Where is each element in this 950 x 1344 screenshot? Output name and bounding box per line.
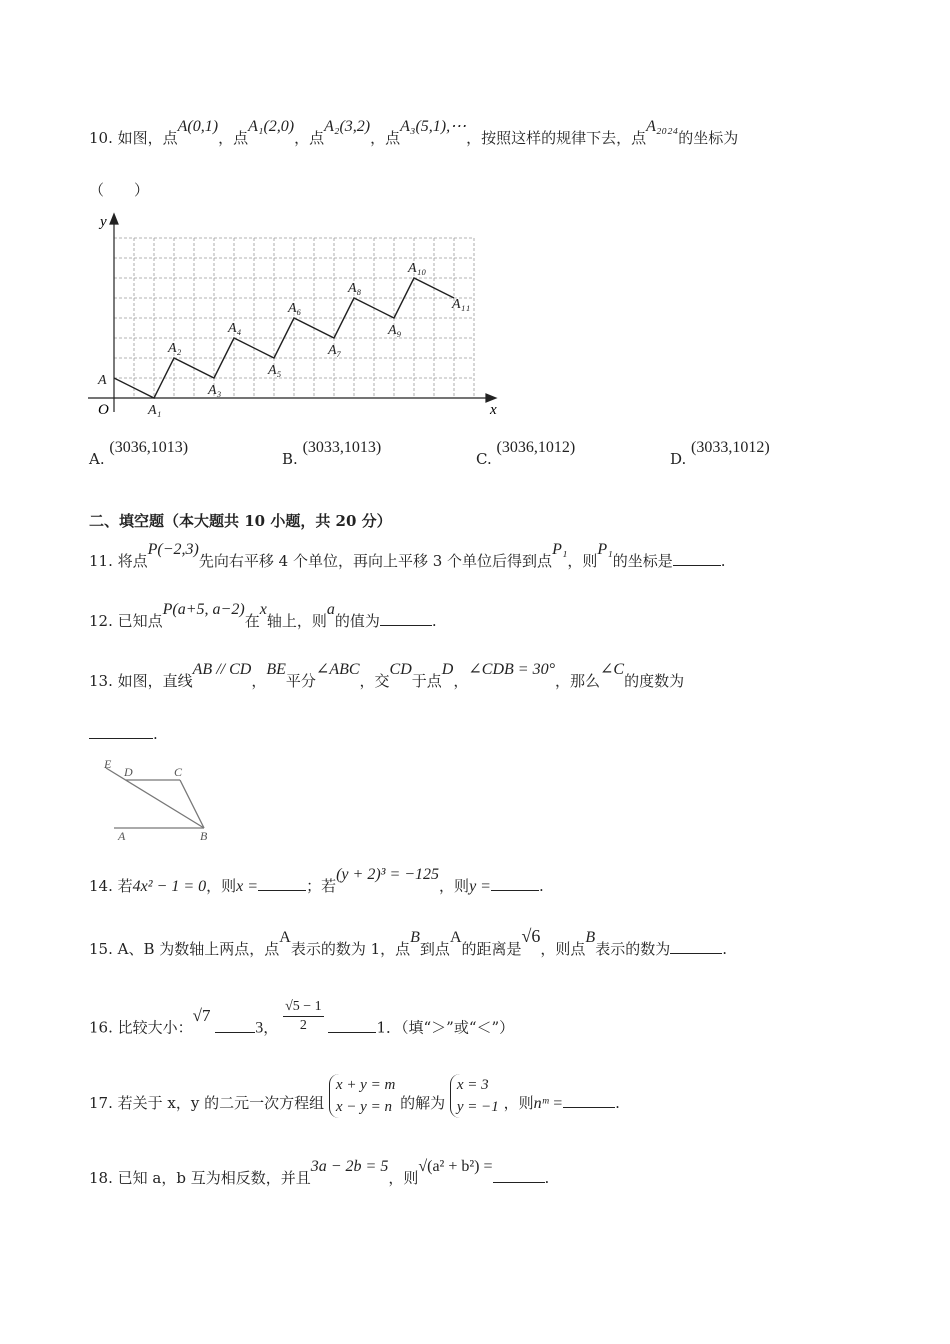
option-c[interactable]: C. (3036,1012): [476, 439, 576, 468]
answer-blank[interactable]: [670, 939, 722, 954]
point-a3-coord: A₃(5,1),⋯: [400, 118, 467, 135]
option-b[interactable]: B. (3033,1013): [282, 439, 382, 468]
point-label-7: A₇: [328, 343, 342, 358]
question-10-paren: （ ）: [89, 181, 150, 199]
point-label-1: A₁: [148, 403, 162, 418]
label-e: E: [104, 758, 112, 771]
answer-blank[interactable]: [563, 1093, 615, 1108]
y-axis-label: y: [100, 214, 107, 230]
point-label-11: A₁₁: [452, 297, 471, 312]
label-b: B: [200, 829, 208, 843]
answer-blank-x[interactable]: [258, 876, 306, 891]
x-axis-label: x: [490, 402, 497, 418]
question-14: 14. 若4x² − 1 = 0，则x = ；若(y + 2)³ = −125，则y = .: [89, 866, 544, 895]
question-13: 13. 如图，直线AB // CD，BE平分∠ABC，交CD于点D，∠CDB = 30°，那么∠C的度数为: [89, 661, 685, 690]
question-18: 18. 已知 a，b 互为相反数，并且3a − 2b = 5，则√(a² + b²) =.: [89, 1158, 550, 1187]
sqrt-expression: √(a² + b²) =: [418, 1158, 493, 1175]
question-17: 17. 若关于 x，y 的二元一次方程组 x + y = m x − y = n 的解为 x = 3 y = −1 ，则nᵐ = .: [89, 1082, 620, 1126]
answer-blank-1[interactable]: [215, 1018, 255, 1033]
question-number: 10.: [89, 129, 113, 147]
question-10-stem: 10. 如图，点A(0,1)，点A₁(2,0)，点A₂(3,2)，点A₃(5,1),⋯，按照这样的规律下去，点A₂₀₂₄的坐标为: [89, 118, 739, 147]
point-label-9: A₉: [388, 323, 402, 338]
equation-system: x + y = m x − y = n: [329, 1074, 395, 1118]
point-label-2: A₂: [168, 341, 182, 356]
sqrt-6: √6: [521, 926, 541, 946]
point-p: P(−2,3): [147, 541, 199, 558]
origin-label: O: [98, 402, 109, 418]
x-axis-arrow: [486, 394, 496, 402]
answer-blank[interactable]: [673, 551, 721, 566]
point-label-3: A₃: [208, 383, 222, 398]
point-a2024: A₂₀₂₄: [646, 118, 679, 135]
label-c: C: [174, 765, 183, 779]
fraction: $\frac{√5 - 1}{2}$: [285, 999, 322, 1033]
solution-system: x = 3 y = −1: [450, 1074, 499, 1118]
point-a1-coord: A₁(2,0): [248, 118, 295, 135]
question-12: 12. 已知点P(a+5, a−2)在x轴上，则a的值为 .: [89, 601, 437, 630]
label-d: D: [124, 765, 133, 779]
question-16: 16. 比较大小：√7 3， $\frac{√5 - 1}{2}$ 1．（填“＞”或“＜”）: [89, 999, 515, 1037]
answer-blank-y[interactable]: [491, 876, 539, 891]
question-15: 15. A、B 为数轴上两点，点A表示的数为 1，点B到点A的距离是√6，则点B表示的数为 .: [89, 926, 727, 958]
point-label-8: A₈: [348, 281, 362, 296]
point-a2-coord: A₂(3,2): [324, 118, 371, 135]
answer-blank-2[interactable]: [328, 1018, 376, 1033]
point-label-6: A₆: [288, 301, 302, 316]
label-a: A: [118, 829, 126, 843]
point-p-expr: P(a+5, a−2): [162, 601, 245, 618]
answer-blank[interactable]: [89, 724, 153, 739]
option-d[interactable]: D. (3033,1012): [670, 439, 770, 468]
question-11: 11. 将点P(−2,3)先向右平移 4 个单位，再向上平移 3 个单位后得到点P₁，则P₁的坐标是 .: [89, 541, 726, 570]
parallel-lines-figure: [98, 758, 218, 844]
y-axis-arrow: [110, 214, 118, 224]
point-label-0: A: [98, 373, 107, 388]
zigzag-chart: [80, 208, 500, 420]
point-label-5: A₅: [268, 363, 282, 378]
section-heading: 二、填空题（本大题共 10 小题，共 20 分）: [89, 512, 392, 530]
answer-blank[interactable]: [380, 611, 432, 626]
option-a[interactable]: A. (3036,1013): [89, 439, 189, 468]
point-label-10: A₁₀: [408, 261, 427, 276]
point-a-coord: A(0,1): [177, 118, 219, 135]
answer-blank[interactable]: [493, 1168, 545, 1183]
point-label-4: A₄: [228, 321, 242, 336]
question-13-answer-line: .: [89, 724, 158, 744]
sqrt-7: √7: [192, 1005, 211, 1025]
